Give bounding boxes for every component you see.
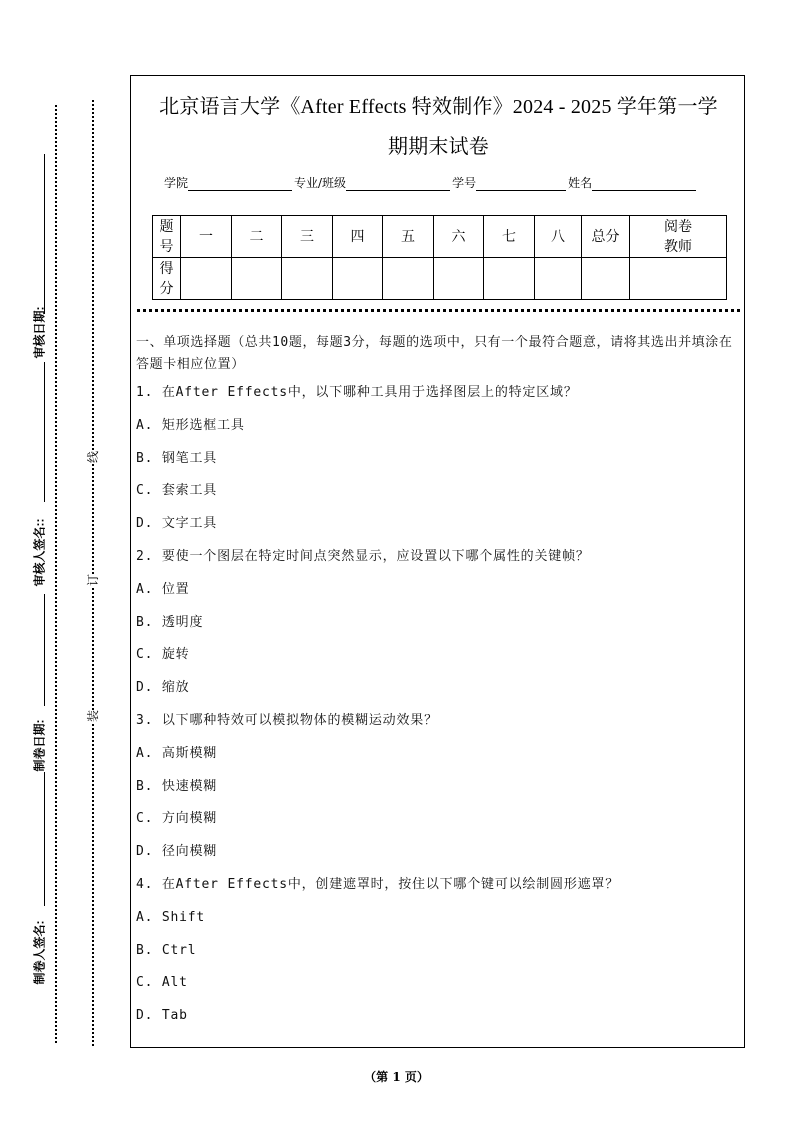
exam-title-line1: 北京语言大学《After Effects 特效制作》2024 - 2025 学年第一学 — [159, 96, 718, 118]
col-header: 二 — [232, 216, 282, 258]
student-id-label: 学号 — [452, 176, 477, 190]
name-label: 姓名 — [568, 176, 593, 190]
score-cell[interactable] — [535, 258, 582, 300]
college-label: 学院 — [164, 176, 189, 190]
question-stem: 2. 要使一个图层在特定时间点突然显示，应设置以下哪个属性的关键帧？ — [136, 548, 590, 564]
major-class-label: 专业/班级 — [294, 176, 347, 190]
score-cell[interactable] — [333, 258, 383, 300]
option-b: B. 快速模糊 — [136, 778, 218, 794]
option-c: C. Alt — [136, 975, 188, 991]
option-d: D. 径向模糊 — [136, 844, 218, 860]
question-stem: 1. 在After Effects中，以下哪种工具用于选择图层上的特定区域？ — [136, 385, 578, 400]
grader-header: 阅卷 教师 — [630, 216, 727, 258]
separator-dotted-line — [137, 309, 740, 312]
page-number: （第 1 页） — [364, 1070, 429, 1084]
grader-cell[interactable] — [630, 258, 727, 300]
student-id-field[interactable] — [476, 178, 566, 191]
line-char: 线 — [86, 450, 101, 464]
col-header: 五 — [383, 216, 434, 258]
col-header: 三 — [282, 216, 333, 258]
margin-dotted-line — [55, 105, 57, 1043]
total-score-header: 总分 — [582, 216, 630, 258]
col-header: 八 — [535, 216, 582, 258]
score-cell[interactable] — [282, 258, 333, 300]
major-class-field[interactable] — [346, 178, 450, 191]
score-cell[interactable] — [434, 258, 484, 300]
name-field[interactable] — [592, 178, 696, 191]
score-cell[interactable] — [383, 258, 434, 300]
exam-frame — [130, 75, 745, 1048]
margin-line-3 — [44, 594, 45, 706]
review-date-label: 审核日期: — [32, 306, 47, 359]
option-b: B. 钢笔工具 — [136, 450, 218, 466]
reviewer-signature-label: 审核人签名:: — [32, 518, 47, 587]
score-value-row — [153, 258, 727, 300]
score-cell[interactable] — [484, 258, 535, 300]
option-d: D. 文字工具 — [136, 516, 218, 532]
score-table — [152, 215, 727, 300]
option-a: A. 矩形选框工具 — [136, 417, 245, 433]
option-a: A. 高斯模糊 — [136, 745, 218, 761]
option-d: D. Tab — [136, 1008, 188, 1024]
score-cell[interactable] — [181, 258, 232, 300]
section-instruction: 一、单项选择题（总共10题，每题3分，每题的选项中，只有一个最符合题意，请将其选出并填涂在答题卡相应位置） — [136, 335, 733, 372]
preparer-signature-label: 制卷人签名: — [32, 920, 47, 985]
option-c: C. 方向模糊 — [136, 811, 218, 827]
bind-char: 装 — [86, 709, 101, 723]
option-d: D. 缩放 — [136, 680, 190, 696]
option-b: B. 透明度 — [136, 614, 204, 630]
question-stem: 3. 以下哪种特效可以模拟物体的模糊运动效果？ — [136, 712, 438, 728]
exam-title-line2: 期期末试卷 — [388, 136, 489, 158]
question-number-header: 题 号 — [153, 216, 181, 258]
option-a: A. 位置 — [136, 581, 190, 597]
prepare-date-label: 制卷日期: — [32, 719, 47, 772]
col-header: 六 — [434, 216, 484, 258]
margin-line-1 — [44, 154, 45, 314]
question-stem: 4. 在After Effects中，创建遮罩时，按住以下哪个键可以绘制圆形遮罩？ — [136, 876, 620, 892]
col-header: 七 — [484, 216, 535, 258]
question-section — [136, 332, 738, 1038]
option-c: C. 旋转 — [136, 647, 190, 663]
col-header: 一 — [181, 216, 232, 258]
option-a: A. Shift — [136, 909, 206, 925]
score-header-row — [153, 216, 727, 258]
option-c: C. 套索工具 — [136, 483, 218, 499]
score-cell[interactable] — [232, 258, 282, 300]
col-header: 四 — [333, 216, 383, 258]
score-row-label: 得 分 — [153, 258, 181, 300]
margin-line-4 — [44, 772, 45, 906]
option-b: B. Ctrl — [136, 942, 197, 958]
college-field[interactable] — [188, 178, 292, 191]
staple-char: 订 — [86, 573, 101, 587]
margin-line-2 — [44, 362, 45, 502]
total-score-cell[interactable] — [582, 258, 630, 300]
student-info-row — [164, 174, 698, 191]
